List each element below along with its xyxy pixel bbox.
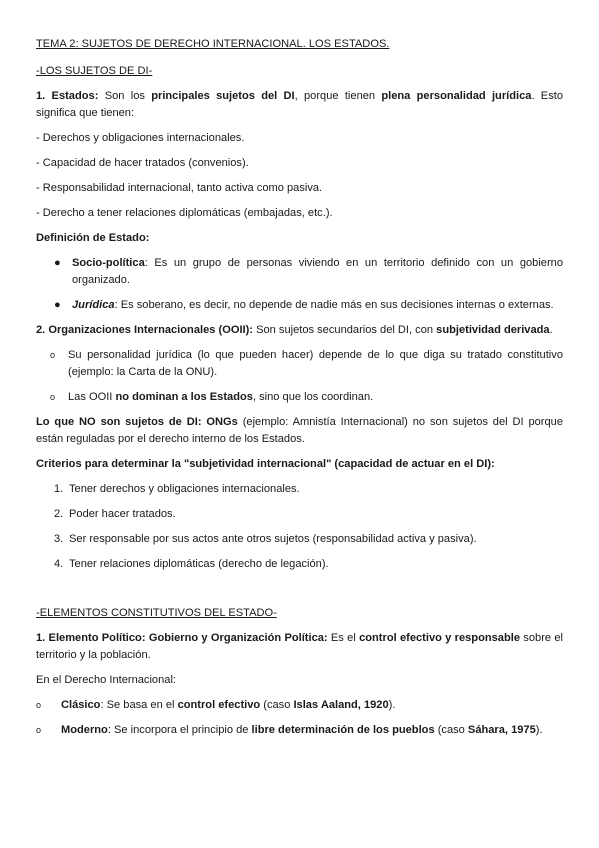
spacer — [36, 581, 563, 605]
ooii-list — [36, 347, 563, 406]
list-number: 2. — [54, 508, 64, 520]
text: sobre el territorio y la población. — [36, 632, 563, 661]
bullet-icon: ● — [54, 257, 61, 269]
list-item — [36, 506, 563, 523]
bold-text: control efectivo — [177, 699, 261, 711]
text: : Es soberano, es decir, no depende de nadie más en sus decisiones internas o externas. — [114, 299, 554, 311]
list-item — [36, 297, 563, 314]
text: ). — [535, 724, 543, 736]
text: ). — [388, 699, 396, 711]
text: , sino que los coordinan. — [252, 391, 374, 403]
bold-text: 1. Estados: — [36, 90, 99, 102]
text: Tener relaciones diplomáticas (derecho de legación). — [69, 558, 329, 570]
section-heading-sujetos: -LOS SUJETOS DE DI- — [36, 65, 153, 77]
text: (caso — [260, 699, 294, 711]
bold-text: Sáhara, 1975 — [467, 724, 536, 736]
bold-text: Clásico — [61, 699, 101, 711]
bold-text: no dominan a los Estados — [115, 391, 253, 403]
text: . Esto significa que tienen: — [36, 90, 564, 119]
list-item — [36, 556, 563, 573]
list-item — [36, 531, 563, 548]
bold-text: control efectivo y responsable — [359, 632, 521, 644]
text: Poder hacer tratados. — [69, 508, 176, 520]
dash-item: - Capacidad de hacer tratados (convenios). — [36, 157, 249, 169]
dash-item: - Derechos y obligaciones internacionales. — [36, 132, 245, 144]
circle-bullet-icon: o — [36, 725, 42, 735]
paragraph-elemento-politico — [36, 630, 563, 664]
bold-text: principales sujetos del DI — [151, 90, 295, 102]
bold-text: Definición de Estado: — [36, 232, 150, 244]
paragraph-estados — [36, 88, 563, 122]
list-item — [36, 481, 563, 498]
text: , porque tienen — [294, 90, 382, 102]
text: Son sujetos secundarios del DI, con — [253, 324, 437, 336]
list-number: 3. — [54, 533, 64, 545]
dash-item: - Responsabilidad internacional, tanto activa como pasiva. — [36, 182, 323, 194]
bold-text: libre determinación de los pueblos — [251, 724, 435, 736]
text: Las OOII — [68, 391, 116, 403]
definicion-heading — [36, 230, 563, 247]
list-item — [36, 389, 563, 406]
intro-text: En el Derecho Internacional: — [36, 674, 176, 686]
derecho-list — [36, 697, 563, 739]
text: Son los — [98, 90, 152, 102]
document-title: TEMA 2: SUJETOS DE DERECHO INTERNACIONAL. LOS ESTADOS. — [36, 38, 390, 50]
bold-text: Moderno — [61, 724, 108, 736]
list-item — [36, 255, 563, 289]
paragraph-ooii — [36, 322, 563, 339]
bold-text: 2. Organizaciones Internacionales (OOII): — [36, 324, 253, 336]
bold-text: plena personalidad jurídica — [381, 90, 532, 102]
dash-item: - Derecho a tener relaciones diplomáticas (embajadas, etc.). — [36, 207, 333, 219]
text: Es el — [327, 632, 360, 644]
text: . — [549, 324, 553, 336]
text: Tener derechos y obligaciones internacionales. — [69, 483, 300, 495]
text: (ejemplo: Amnistía Internacional) no son sujetos del DI porque están reguladas por el derecho interno de los Estados. — [36, 416, 563, 445]
text: Su personalidad jurídica (lo que pueden hacer) depende de lo que diga su tratado constitutivo (ejemplo: la Carta de la ONU). — [68, 349, 563, 378]
bold-text: Socio-política — [72, 257, 145, 269]
section-heading-elementos: -ELEMENTOS CONSTITUTIVOS DEL ESTADO- — [36, 607, 277, 619]
circle-bullet-icon: o — [36, 700, 42, 710]
definicion-list — [36, 255, 563, 314]
circle-bullet-icon: o — [50, 350, 56, 360]
bold-text: Islas Aaland, 1920 — [293, 699, 389, 711]
bullet-icon: ● — [54, 299, 61, 311]
bold-text: 1. Elemento Político: Gobierno y Organización Política: — [36, 632, 328, 644]
bold-text: Criterios para determinar la "subjetividad internacional" (capacidad de actuar en el DI): — [36, 458, 495, 470]
bold-text: subjetividad derivada — [436, 324, 550, 336]
criterios-list — [36, 481, 563, 573]
list-item — [36, 697, 563, 714]
bold-italic-text: Jurídica — [72, 299, 115, 311]
bold-text: Lo que NO son sujetos de DI: ONGs — [36, 416, 238, 428]
text: Ser responsable por sus actos ante otros sujetos (responsabilidad activa y pasiva). — [69, 533, 477, 545]
list-item — [36, 347, 563, 381]
paragraph-ongs — [36, 414, 563, 448]
list-number: 4. — [54, 558, 64, 570]
circle-bullet-icon: o — [50, 392, 56, 402]
list-item — [36, 722, 563, 739]
list-number: 1. — [54, 483, 64, 495]
criterios-heading — [36, 456, 563, 473]
text: : Se incorpora el principio de — [107, 724, 252, 736]
text: : Es un grupo de personas viviendo en un territorio definido con un gobierno organizado. — [72, 257, 563, 286]
text: (caso — [434, 724, 468, 736]
text: : Se basa en el — [100, 699, 178, 711]
